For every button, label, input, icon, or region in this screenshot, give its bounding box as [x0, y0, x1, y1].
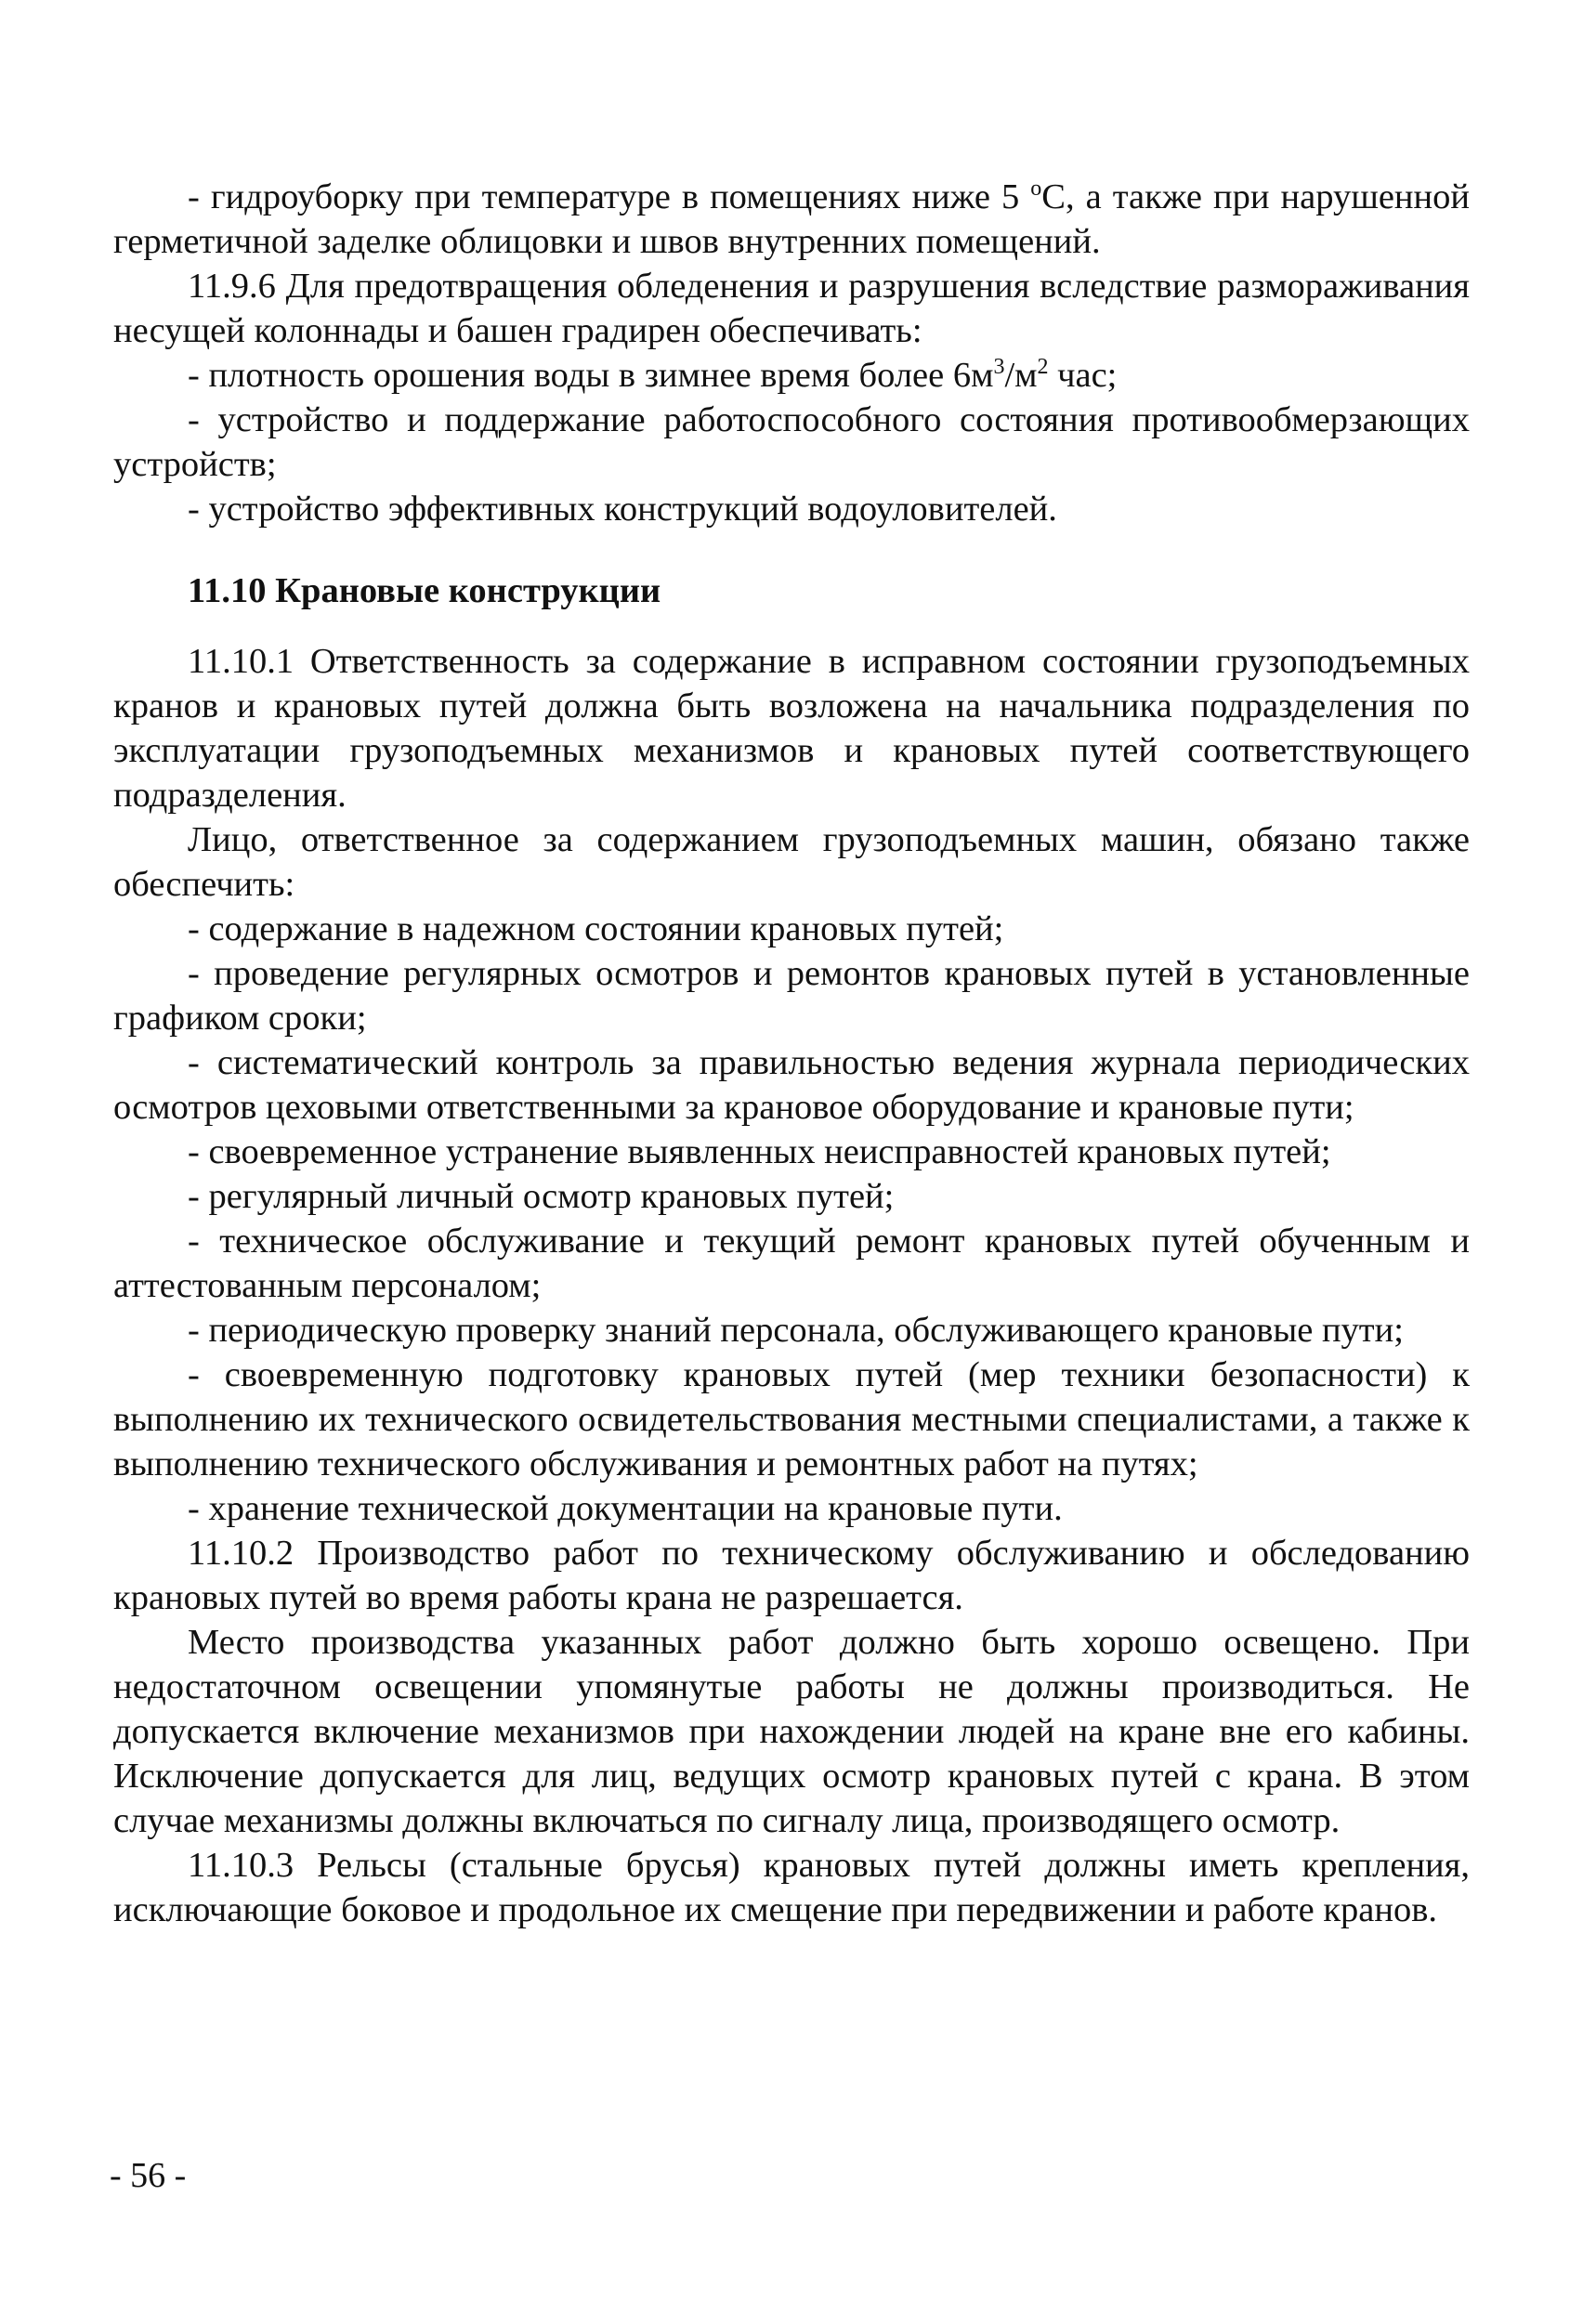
- density-text-after: час;: [1048, 356, 1118, 395]
- duty-item: - регулярный личный осмотр крановых путей;: [188, 1177, 895, 1216]
- catcher-paragraph: - устройство эффективных конструкций водоуловителей.: [188, 490, 1057, 529]
- duty-item: - систематический контроль за правильностью ведения журнала периодических осмотров цеховыми ответственными за крановое оборудование и крановые пути;: [113, 1043, 1470, 1127]
- duty-item: - проведение регулярных осмотров и ремонтов крановых путей в установленные графиком сроки;: [113, 954, 1470, 1038]
- duty-item: - хранение технической документации на крановые пути.: [188, 1489, 1063, 1528]
- responsible-intro: Лицо, ответственное за содержанием грузоподъемных машин, обязано также обеспечить:: [113, 820, 1470, 904]
- device-paragraph: - устройство и поддержание работоспособного состояния противообмерзающих устройств;: [113, 400, 1470, 484]
- duty-item: - техническое обслуживание и текущий ремонт крановых путей обученным и аттестованным персоналом;: [113, 1222, 1470, 1305]
- duty-item: - содержание в надежном состоянии крановых путей;: [188, 909, 1004, 948]
- item-11-10-2: 11.10.2 Производство работ по техническому обслуживанию и обследованию крановых путей во время работы крана не разрешается.: [113, 1534, 1470, 1617]
- section-heading: 11.10 Крановые конструкции: [188, 571, 661, 610]
- workplace-paragraph: Место производства указанных работ должно быть хорошо освещено. При недостаточном освещении упомянутые работы не должны производиться. Не допускается включение механизмов при нахождении людей на кране вне его кабины. Исключение допускается для лиц, ведущих осмотр крановых путей с крана. В этом случае механизмы должны включаться по сигналу лица, производящего осмотр.: [113, 1623, 1470, 1840]
- degree-superscript: о: [1030, 176, 1042, 202]
- item-11-10-3: 11.10.3 Рельсы (стальные брусья) крановых путей должны иметь крепления, исключающие боковое и продольное их смещение при передвижении и работе кранов.: [113, 1846, 1470, 1929]
- duty-item: - периодическую проверку знаний персонала, обслуживающего крановые пути;: [188, 1311, 1404, 1350]
- item-11-9-6: 11.9.6 Для предотвращения обледенения и разрушения вследствие размораживания несущей колоннады и башен градирен обеспечивать:: [113, 267, 1470, 350]
- density-superscript-cubic: 3: [993, 355, 1005, 380]
- density-superscript-square: 2: [1037, 355, 1049, 380]
- duty-item: - своевременную подготовку крановых путей (мер техники безопасности) к выполнению их технического освидетельствования местными специалистами, а также к выполнению технического обслуживания и ремонтных работ на путях;: [113, 1355, 1470, 1483]
- density-text-before: - плотность орошения воды в зимнее время более 6м: [188, 356, 994, 395]
- item-11-10-1: 11.10.1 Ответственность за содержание в исправном состоянии грузоподъемных кранов и крановых путей должна быть возложена на начальника подразделения по эксплуатации грузоподъемных механизмов и крановых путей соответствующего подразделения.: [113, 642, 1470, 815]
- intro-text-before: - гидроуборку при температуре в помещениях ниже 5: [188, 177, 1031, 216]
- duty-item: - своевременное устранение выявленных неисправностей крановых путей;: [188, 1132, 1331, 1171]
- intro-text-after: С, а также при нарушенной герметичной заделке облицовки и швов внутренних помещений.: [113, 177, 1470, 261]
- page-number: - 56 -: [110, 2156, 187, 2195]
- density-paragraph: [113, 353, 1470, 398]
- document-page: [113, 175, 1470, 1932]
- intro-paragraph: [113, 175, 1470, 264]
- density-text-middle: /м: [1004, 356, 1038, 395]
